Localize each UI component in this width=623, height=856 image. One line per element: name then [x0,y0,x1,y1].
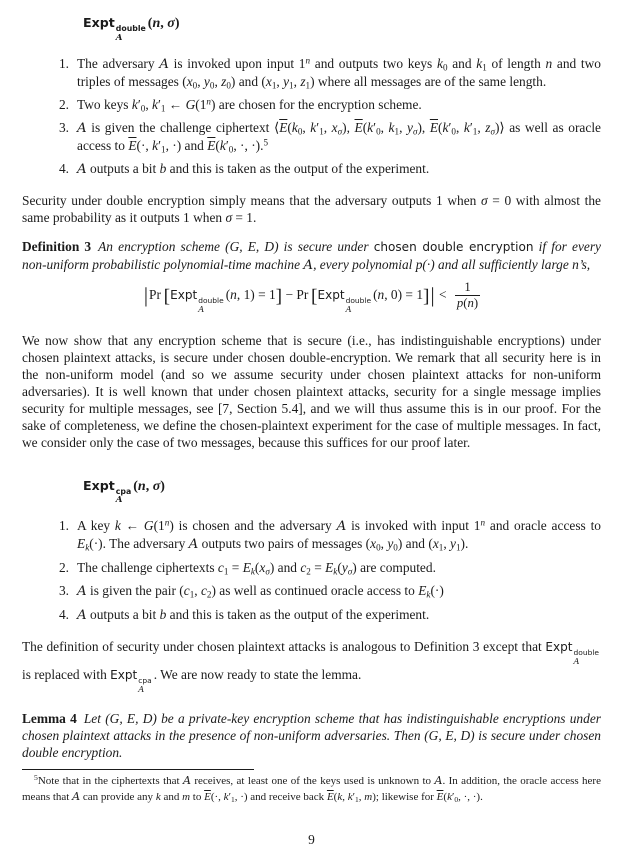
list-item-number: 3. [58,583,69,599]
list-item-text: A is given the challenge ciphertext $⟨\overline{E}(k_0$, $k'_1$, $x_\sigma$), $\overline{E}(k'_0$, $k_1$, $y_\sigma$), $\overline{E}(k'_0$, $k'_1$, $z_\sigma)⟩$ as well as oracle access to $\overline{E}(\cdot$, $k'_1$, ·) and $\overline{E}(k'_0$, ·, ·).$^5$ [77,119,601,154]
expt-double-steps [22,55,601,178]
paragraph-definition-analogous: The definition of security under chosen plaintext attacks is analogous to Definition 3 except that Expt double A is replaced with Expt cpa A . We are now ready to state the lemma. [22,639,599,694]
definition-body: An encryption scheme (G, E, D) is secure under chosen double encryption if for every non-uniform probabilistic polynomial-time machine A, every polynomial p(·) and all sufficiently large n’s, [22,238,601,273]
page-number: 9 [308,832,315,847]
list-item-number: 1. [58,55,69,71]
expt-cpa-heading: Expt cpa A (n, σ) [83,477,165,506]
paragraph-we-now-show: We now show that any encryption scheme that is secure (i.e., has indistinguishable encryptions) under chosen plaintext attacks, is secure under chosen double-encryption. We remark that all security here is in the non-uniform model (and so we assume security under chosen plaintext attacks for non-uniform adversaries). It is well known that under chosen plaintext attacks, security for a single message implies security for multiple messages, see [7, Section 5.4], and we will thus assume this is in our proof. For the sake of completeness, we define the chosen-plaintext experiment for the case of multiple messages. In fact, we consider only the case of two messages, because this suffices for our proof later. [22,332,601,450]
lemma-4 [22,710,601,761]
list-item-text: Two keys $k'_0$, $k'_1$ ← G(1$^n$) are chosen for the encryption scheme. [77,96,422,113]
footnote-5: $^5$Note that in the ciphertexts that A receives, at least one of the keys used is unknown to A. In addition, the oracle access here means that A can provide any k and m to $\overline{E}(\cdot$, $k'_1$, ·) and receive back $\overline{E}(k$, $k'_1$, m); likewise for $\overline{E}(k'_0$, ·, ·). [22,772,601,804]
list-item-number: 2. [58,96,69,112]
definition-equation [22,278,601,316]
list-item [22,559,601,576]
footnote-rule [22,769,254,770]
list-item-number: 1. [58,518,69,534]
list-item-text: The adversary A is invoked upon input 1$^n$ and outputs two keys $k_0$ and $k_1$ of length n and two triples of messages ($x_0$, $y_0$, $z_0$) and ($x_1$, $y_1$, $z_1$) where all messages are of the same length. [77,55,602,90]
definition-label: Definition 3 [22,238,92,254]
list-item [22,582,601,600]
lemma-label: Lemma 4 [22,710,77,726]
list-item [22,160,601,178]
list-item [22,119,601,154]
paragraph-security-meaning: Security under double encryption simply means that the adversary outputs 1 when σ = 0 with almost the same probability as it outputs 1 when σ = 1. [22,192,601,225]
list-item [22,606,601,624]
expt-double-heading: Expt double A (n, σ) [83,15,180,43]
list-item-number: 4. [58,607,69,623]
list-item-text: A key k ← G(1$^n$) is chosen and the adversary A is invoked with input 1$^n$ and oracle access to $E_k(\cdot)$. The adversary A outputs two pairs of messages ($x_0$, $y_0$) and ($x_1$, $y_1$). [77,517,601,553]
list-item-number: 4. [58,160,69,176]
expt-cpa-steps [22,517,601,624]
list-item-text: A outputs a bit b and this is taken as the output of the experiment. [77,160,430,177]
list-item-text: A outputs a bit b and this is taken as the output of the experiment. [77,607,430,624]
list-item [22,55,601,90]
list-item [22,517,601,553]
list-item-text: The challenge ciphertexts $c_1 = E_k(x_\sigma)$ and $c_2 = E_k(y_\sigma)$ are computed. [77,560,436,577]
list-item-number: 2. [58,560,69,576]
definition-3 [22,238,601,274]
lemma-body: Let (G, E, D) be a private-key encryption scheme that has indistinguishable encryptions under chosen plaintext attacks in the presence of non-uniform adversaries. Then (G, E, D) is secure under chosen double encryption. [22,710,601,760]
list-item-number: 3. [58,119,69,135]
list-item-text: A is given the pair ($c_1$, $c_2$) as well as continued oracle access to $E_k(\cdot)$ [77,583,444,600]
equation-content: |Pr [Expt double A (n, 1) = 1] − Pr [Expt double A (n, 0) = 1]| < $\frac{1}{p(n)}$ [143,279,479,314]
list-item [22,96,601,113]
